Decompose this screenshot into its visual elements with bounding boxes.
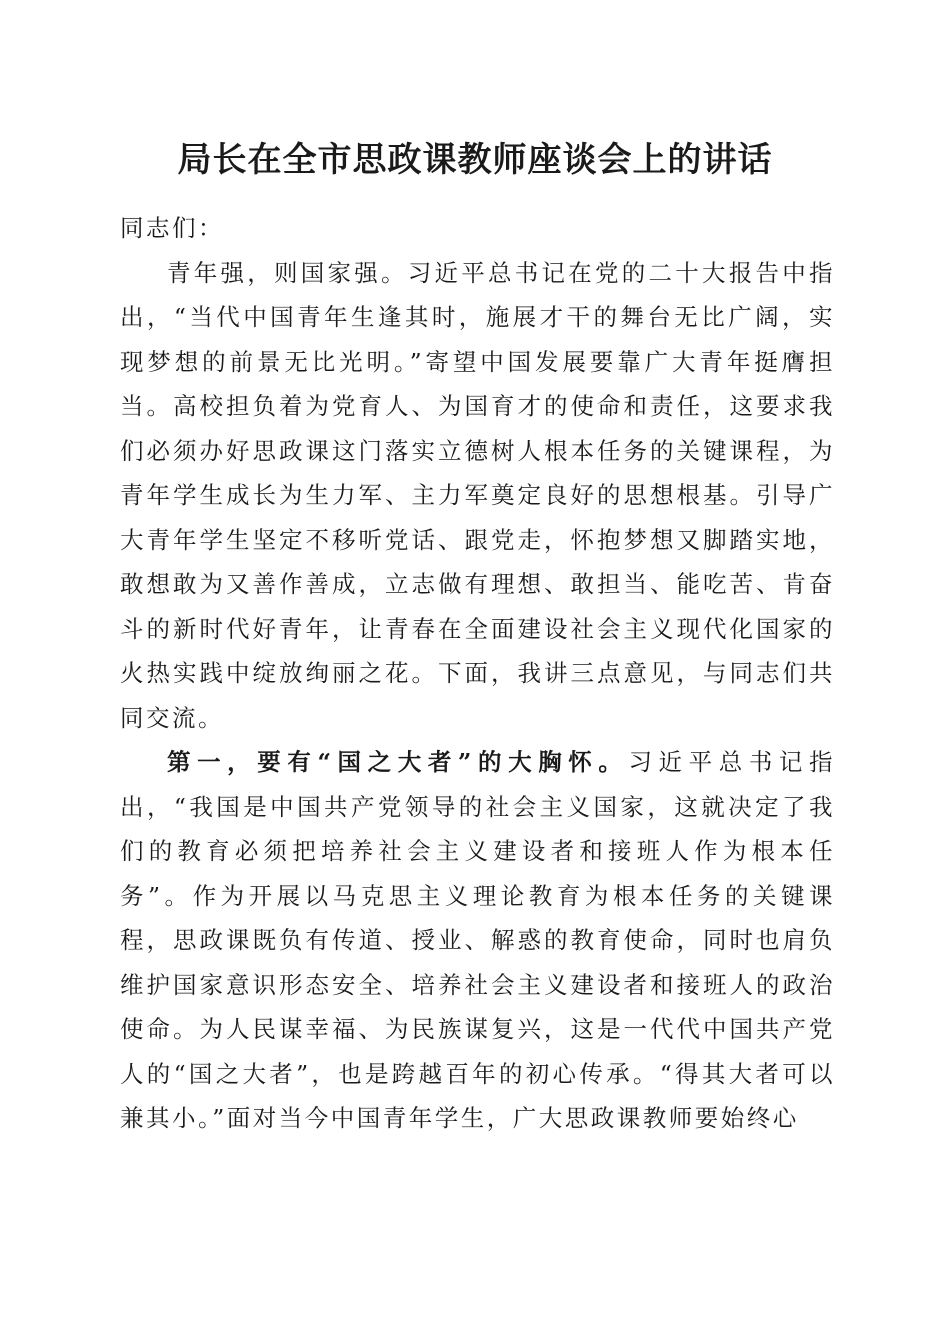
paragraph-intro (120, 251, 835, 741)
document-body (120, 206, 835, 1141)
paragraph-intro-text: 青年强，则国家强。习近平总书记在党的二十大报告中指出，“当代中国青年生逢其时，施展才干的舞台无比广阔，实现梦想的前景无比光明。”寄望中国发展要靠广大青年挺膺担当。高校担负着为党育人、为国育才的使命和责任，这要求我们必须办好思政课这门落实立德树人根本任务的关键课程，为青年学生成长为生力军、主力军奠定良好的思想根基。引导广大青年学生坚定不移听党话、跟党走，怀抱梦想又脚踏实地，敢想敢为又善作善成，立志做有理想、敢担当、能吃苦、肯奋斗的新时代好青年，让青春在全面建设社会主义现代化国家的火热实践中绽放绚丽之花。下面，我讲三点意见，与同志们共同交流。 (120, 258, 835, 732)
salutation: 同志们： (120, 214, 224, 242)
paragraph-point-one-lead: 第一，要有“国之大者”的大胸怀。 (167, 748, 629, 776)
paragraph-point-one-text: 习近平总书记指出，“我国是中国共产党领导的社会主义国家，这就决定了我们的教育必须把培养社会主义建设者和接班人作为根本任务”。作为开展以马克思主义理论教育为根本任务的关键课程，思政课既负有传道、授业、解惑的教育使命，同时也肩负维护国家意识形态安全、培养社会主义建设者和接班人的政治使命。为人民谋幸福、为民族谋复兴，这是一代代中国共产党人的“国之大者”，也是跨越百年的初心传承。“得其大者可以兼其小。”面对当今中国青年学生，广大思政课教师要始终心 (120, 748, 836, 1132)
document-title: 局长在全市思政课教师座谈会上的讲话 (177, 140, 773, 180)
paragraph-point-one (120, 740, 835, 1141)
